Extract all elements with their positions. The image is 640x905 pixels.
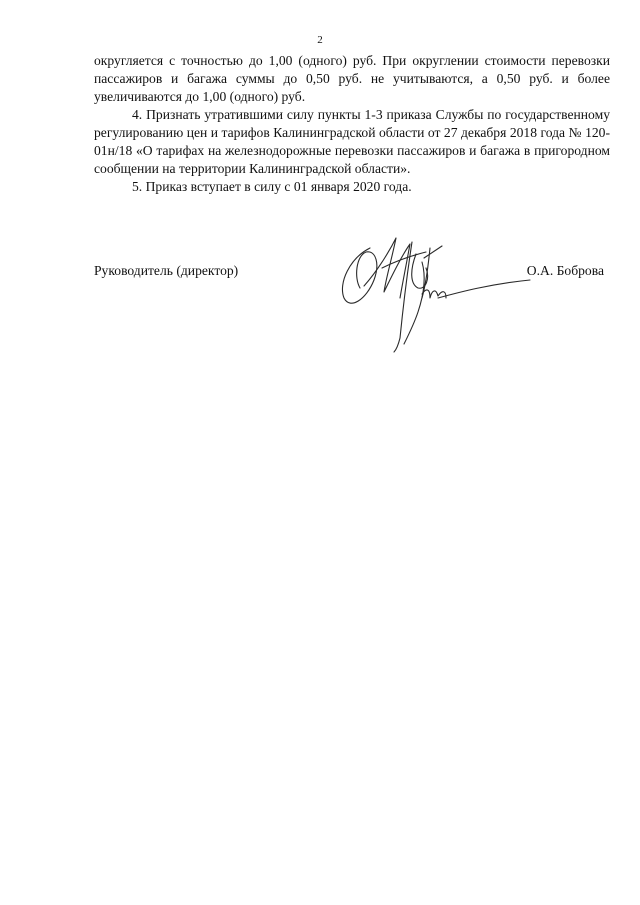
paragraph-item-4: 4. Признать утратившими силу пункты 1-3 приказа Службы по государственному регулированию цен и тарифов Калининградской области от 27 декабря 2018 года № 120-01н/18 «О тарифах на железнодорожные перевозки пассажиров и багажа в пригородном сообщении на территории Калининградской области». bbox=[94, 107, 610, 176]
handwritten-signature bbox=[330, 228, 540, 358]
signatory-title: Руководитель (директор) bbox=[94, 263, 239, 278]
paragraph-rounding-rule: округляется с точностью до 1,00 (одного) руб. При округлении стоимости перевозки пассажиров и багажа суммы до 0,50 руб. не учитываются, а 0,50 руб. и более увеличиваются до 1,00 (одного) руб. bbox=[94, 53, 610, 104]
signatory-name: О.А. Боброва bbox=[526, 263, 604, 278]
paragraph-item-5: 5. Приказ вступает в силу с 01 января 2020 года. bbox=[132, 179, 412, 194]
document-body bbox=[94, 52, 610, 196]
page-number: 2 bbox=[317, 34, 323, 46]
